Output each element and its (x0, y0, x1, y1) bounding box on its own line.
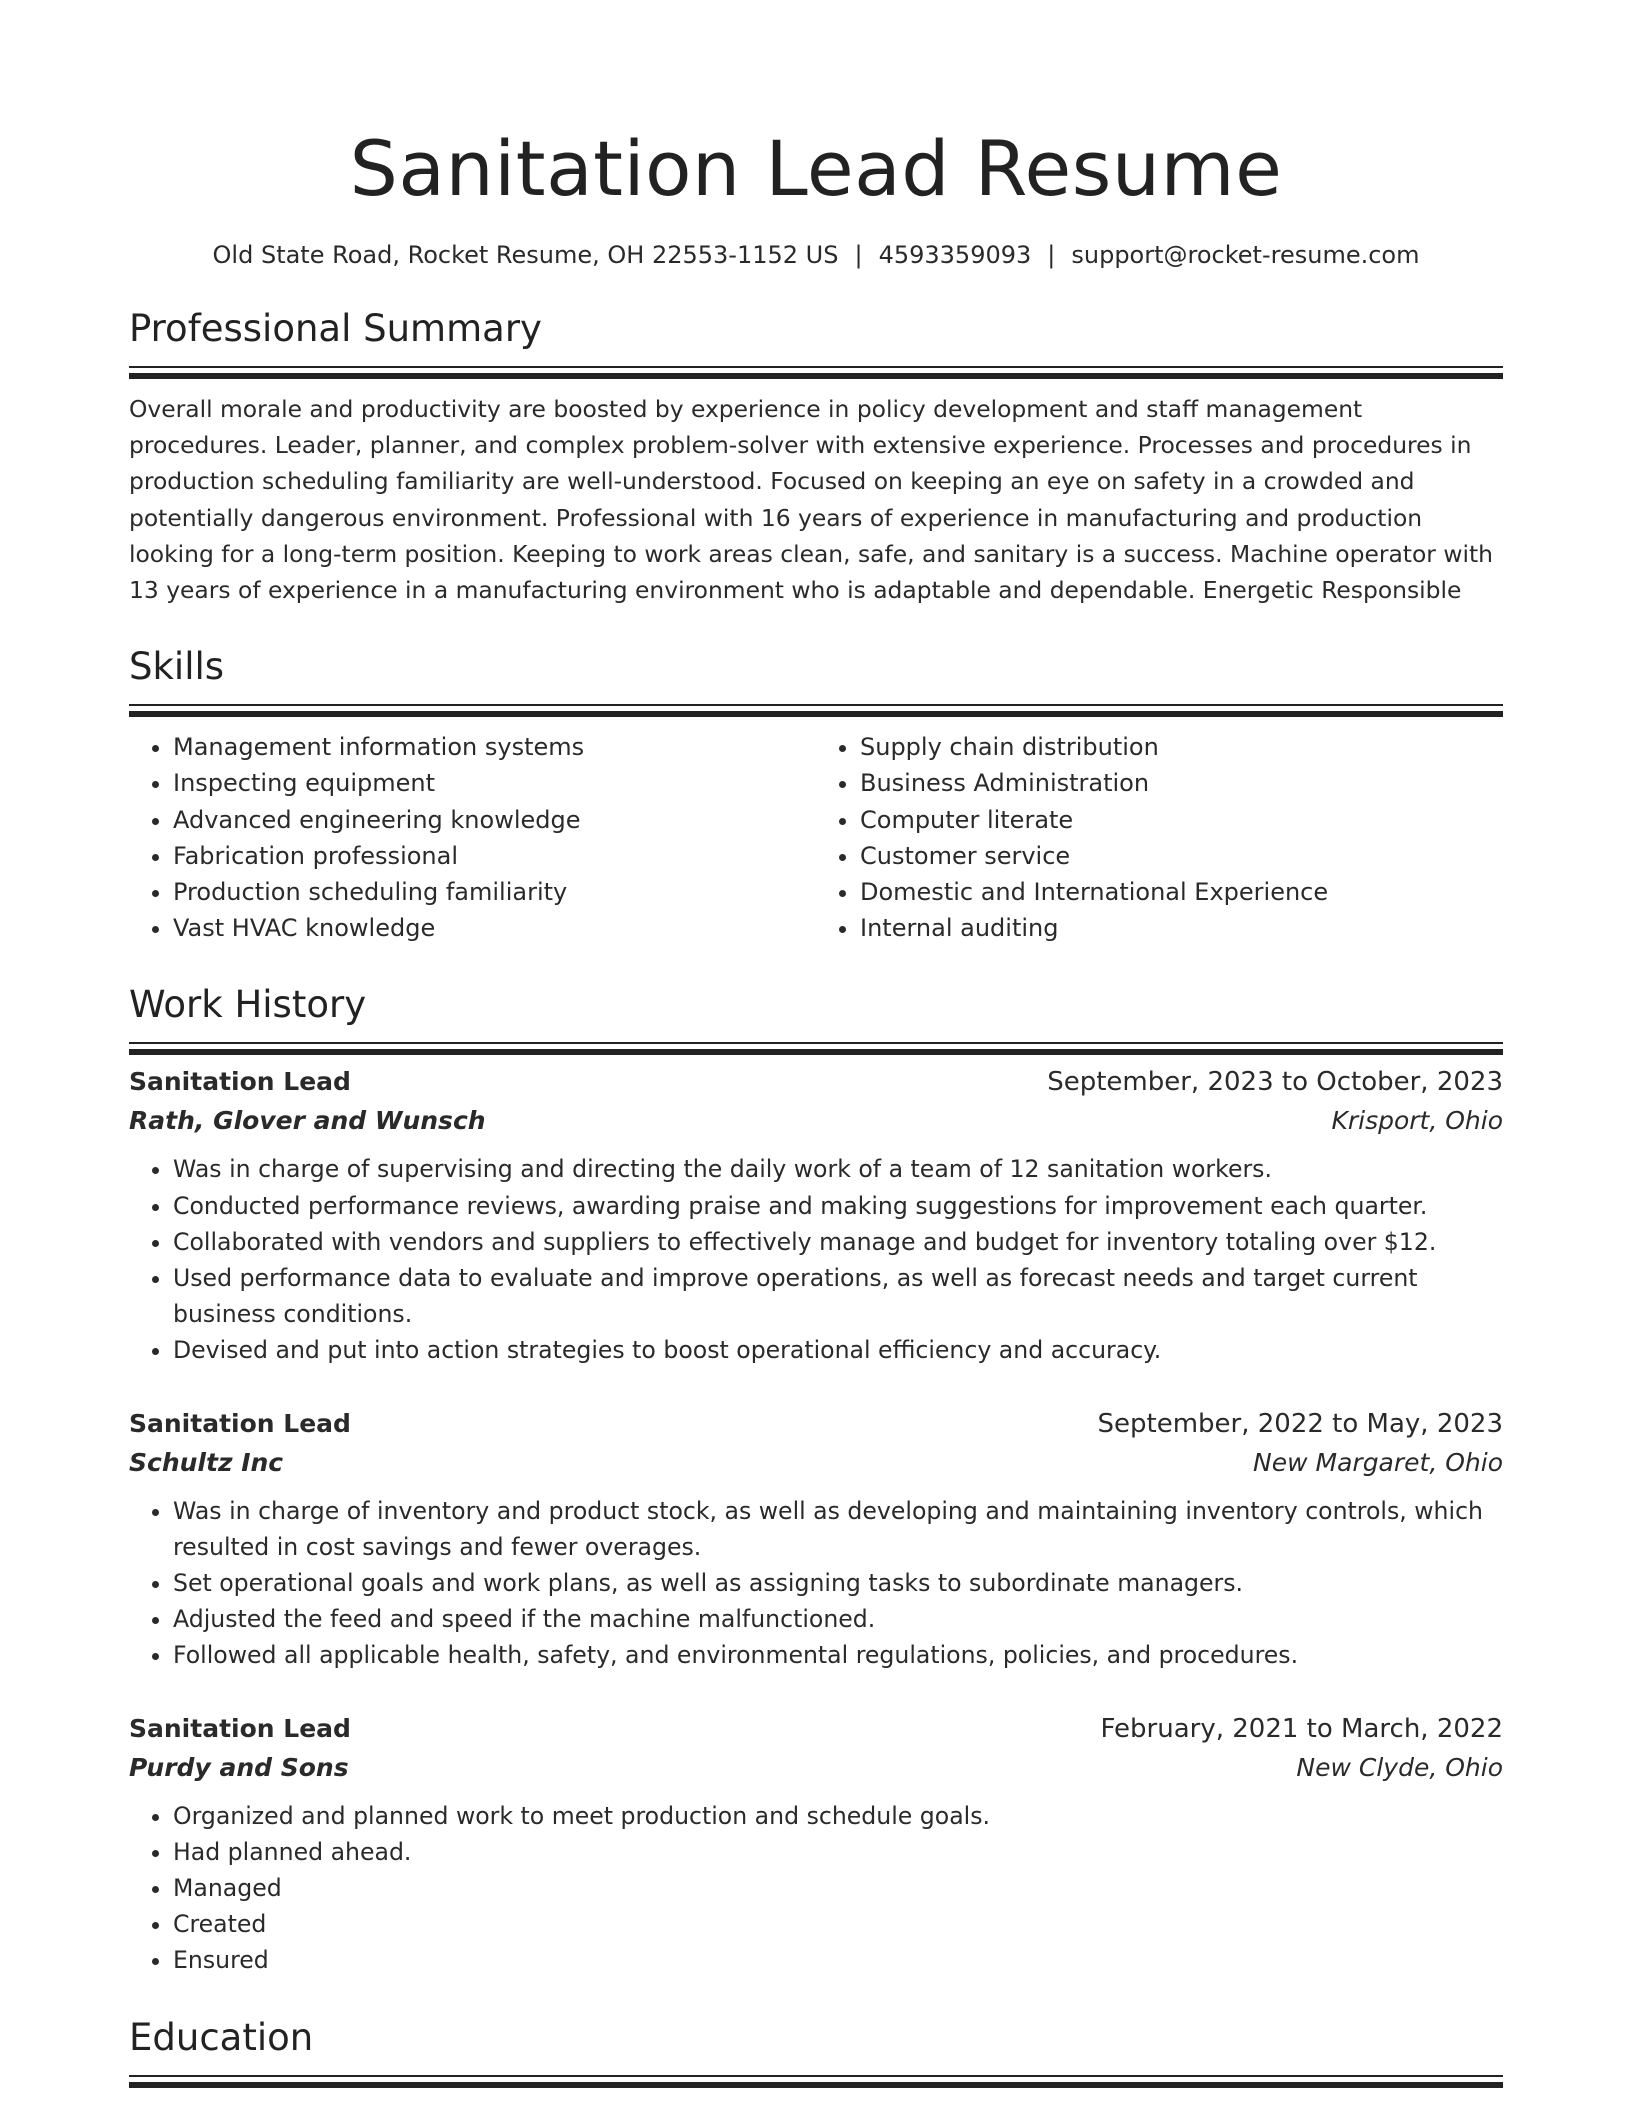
section-divider (129, 704, 1503, 709)
skill-item: • Customer service (860, 838, 1503, 874)
section-divider (129, 1042, 1503, 1047)
job-bullet: • Was in charge of inventory and product stock, as well as developing and maintaining inventory controls, which resulted in cost savings and fewer overages. (173, 1493, 1503, 1565)
summary-section (129, 306, 1503, 608)
skills-columns (129, 729, 1503, 946)
skill-item: • Production scheduling familiarity (173, 874, 816, 910)
job-bullets (129, 1151, 1503, 1368)
job-bullet: • Managed (173, 1870, 1503, 1906)
job-entry (129, 1405, 1503, 1674)
education-section (129, 2015, 1503, 2080)
job-bullet: • Used performance data to evaluate and improve operations, as well as forecast needs and target current business conditions. (173, 1260, 1503, 1332)
contact-phone: 4593359093 (878, 241, 1032, 269)
contact-address: Old State Road, Rocket Resume, OH 22553-1152 US (212, 241, 839, 269)
work-history-section (129, 982, 1503, 1978)
job-location: Krisport, Ohio (1331, 1106, 1503, 1136)
job-dates: September, 2022 to May, 2023 (1097, 1408, 1503, 1439)
summary-text: Overall morale and productivity are boosted by experience in policy development and staff management procedures. Leader, planner, and complex problem-solver with extensive experience. Processes and procedures in production scheduling familiarity are well-understood. Focused on keeping an eye on safety in a crowded and potentially dangerous environment. Professional with 16 years of experience in manufacturing and production looking for a long-term position. Keeping to work areas clean, safe, and sanitary is a success. Machine operator with 13 years of experience in a manufacturing environment who is adaptable and dependable. Energetic Responsible (129, 395, 1493, 605)
job-bullet: • Created (173, 1906, 1503, 1942)
education-heading: Education (129, 2015, 314, 2059)
contact-separator: | (854, 241, 863, 269)
skill-item: • Business Administration (860, 765, 1503, 801)
skill-item: • Domestic and International Experience (860, 874, 1503, 910)
job-bullet: • Conducted performance reviews, awarding praise and making suggestions for improvement each quarter. (173, 1188, 1503, 1224)
skill-item: • Internal auditing (860, 910, 1503, 946)
skill-item: • Supply chain distribution (860, 729, 1503, 765)
job-bullets (129, 1493, 1503, 1674)
skills-list-left (129, 729, 816, 946)
skill-item: • Vast HVAC knowledge (173, 910, 816, 946)
job-dates: February, 2021 to March, 2022 (1100, 1713, 1503, 1744)
skill-item: • Advanced engineering knowledge (173, 802, 816, 838)
section-divider (129, 366, 1503, 371)
skill-item: • Management information systems (173, 729, 816, 765)
job-location: New Margaret, Ohio (1253, 1447, 1503, 1477)
contact-separator: | (1047, 241, 1056, 269)
job-entry (129, 1063, 1503, 1368)
job-company: Schultz Inc (129, 1447, 284, 1477)
job-bullet: • Adjusted the feed and speed if the machine malfunctioned. (173, 1601, 1503, 1637)
job-bullets (129, 1798, 1503, 1979)
job-bullet: • Organized and planned work to meet production and schedule goals. (173, 1798, 1503, 1834)
job-title: Sanitation Lead (129, 1713, 351, 1743)
work-history-heading: Work History (129, 983, 367, 1027)
job-bullet: • Had planned ahead. (173, 1834, 1503, 1870)
page-title: Sanitation Lead Resume (349, 124, 1283, 213)
job-bullet: • Followed all applicable health, safety, and environmental regulations, policies, and procedures. (173, 1637, 1503, 1673)
skills-section (129, 644, 1503, 946)
job-location: New Clyde, Ohio (1296, 1752, 1503, 1782)
section-divider (129, 2075, 1503, 2080)
skills-heading: Skills (129, 645, 225, 689)
skill-item: • Computer literate (860, 802, 1503, 838)
job-company: Purdy and Sons (129, 1752, 349, 1782)
job-bullet: • Devised and put into action strategies to boost operational efficiency and accuracy. (173, 1332, 1503, 1368)
contact-email: support@rocket-resume.com (1071, 241, 1420, 269)
summary-heading: Professional Summary (129, 307, 542, 350)
skills-list-right (816, 729, 1503, 946)
job-bullet: • Set operational goals and work plans, as well as assigning tasks to subordinate managers. (173, 1565, 1503, 1601)
job-entry (129, 1710, 1503, 1979)
job-bullet: • Ensured (173, 1942, 1503, 1978)
skill-item: • Fabrication professional (173, 838, 816, 874)
job-bullet: • Was in charge of supervising and directing the daily work of a team of 12 sanitation workers. (173, 1151, 1503, 1187)
job-bullet: • Collaborated with vendors and suppliers to effectively manage and budget for inventory totaling over $12. (173, 1224, 1503, 1260)
job-company: Rath, Glover and Wunsch (129, 1106, 486, 1136)
skill-item: • Inspecting equipment (173, 765, 816, 801)
contact-line (129, 240, 1503, 270)
job-title: Sanitation Lead (129, 1067, 351, 1097)
job-dates: September, 2023 to October, 2023 (1047, 1067, 1503, 1098)
job-title: Sanitation Lead (129, 1408, 351, 1438)
